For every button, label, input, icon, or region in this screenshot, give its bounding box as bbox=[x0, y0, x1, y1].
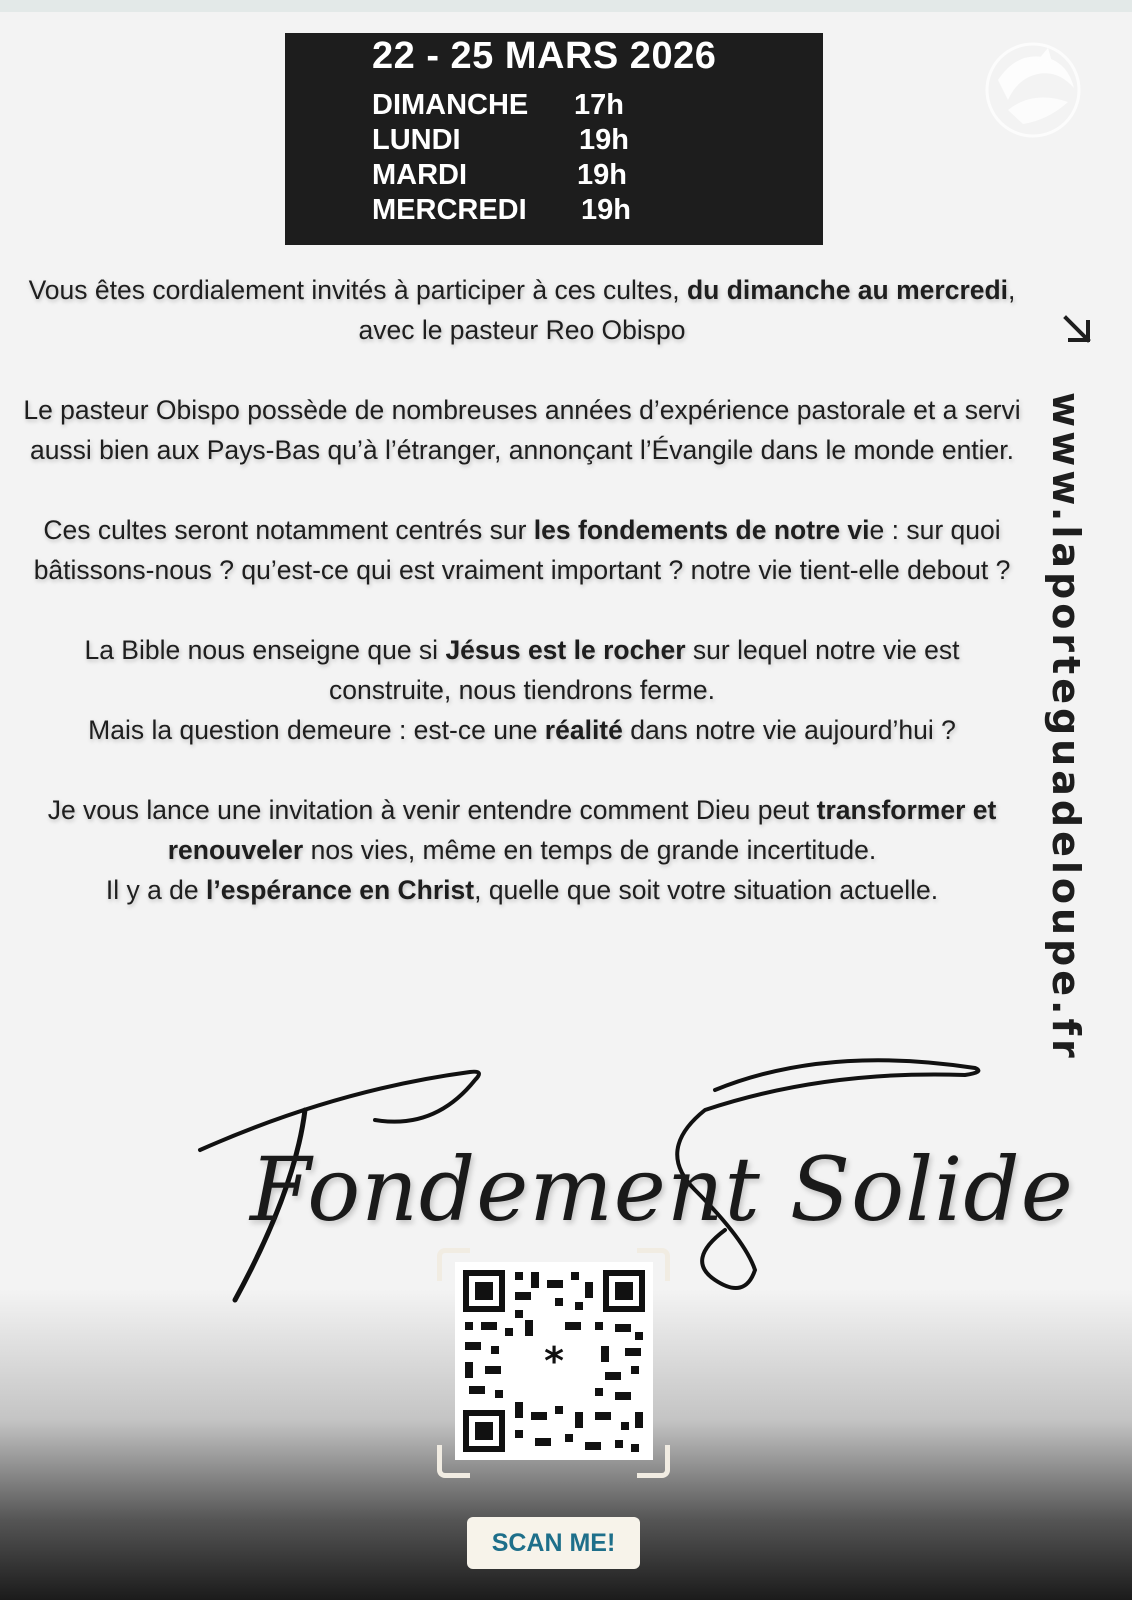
schedule-time: 19h bbox=[581, 194, 631, 226]
schedule-day: LUNDI bbox=[372, 124, 461, 156]
schedule-title: 22 - 25 MARS 2026 bbox=[372, 35, 717, 77]
qr-frame[interactable] bbox=[437, 1248, 670, 1478]
schedule-row bbox=[372, 194, 631, 227]
schedule-row bbox=[372, 89, 624, 122]
paragraph: La Bible nous enseigne que si Jésus est le rocher sur lequel notre vie est construite, nous tiendrons ferme. bbox=[84, 635, 960, 705]
svg-text:*: * bbox=[544, 1339, 564, 1383]
schedule-time: 19h bbox=[577, 159, 627, 191]
schedule-time: 17h bbox=[574, 89, 624, 121]
schedule-box bbox=[285, 33, 823, 245]
schedule-day: MARDI bbox=[372, 159, 468, 191]
paragraph: Vous êtes cordialement invités à participer à ces cultes, du dimanche au mercredi, avec le pasteur Reo Obispo bbox=[28, 275, 1016, 345]
top-strip bbox=[0, 0, 1132, 12]
schedule-day: DIMANCHE bbox=[372, 89, 529, 121]
paragraph: Le pasteur Obispo possède de nombreuses années d’expérience pastorale et a servi aussi bien aux Pays-Bas qu’à l’étranger, annonçant l’Évangile dans le monde entier. bbox=[23, 395, 1021, 465]
paragraph: Je vous lance une invitation à venir entendre comment Dieu peut transformer et renouveler nos vies, même en temps de grande incertitude. bbox=[47, 795, 997, 865]
script-title: Fondement Solide bbox=[250, 1138, 1074, 1241]
paragraph: Mais la question demeure : est-ce une réalité dans notre vie aujourd’hui ? bbox=[88, 715, 956, 745]
paragraph: Ces cultes seront notamment centrés sur les fondements de notre vie : sur quoi bâtissons-nous ? qu’est-ce qui est vraiment important ? notre vie tient-elle debout ? bbox=[33, 515, 1011, 585]
logo-icon bbox=[978, 40, 1088, 140]
scan-button[interactable]: SCAN ME! bbox=[467, 1517, 640, 1569]
schedule-time: 19h bbox=[579, 124, 629, 156]
schedule-row bbox=[372, 124, 629, 157]
website-link[interactable]: www.laporteguadeloupe.fr bbox=[1044, 392, 1088, 1062]
schedule-row bbox=[372, 159, 627, 192]
schedule-day: MERCREDI bbox=[372, 194, 527, 226]
body-text bbox=[22, 270, 1022, 950]
arrow-icon bbox=[1060, 312, 1096, 348]
qr-code[interactable] bbox=[455, 1262, 653, 1460]
paragraph: Il y a de l’espérance en Christ, quelle que soit votre situation actuelle. bbox=[105, 875, 939, 905]
